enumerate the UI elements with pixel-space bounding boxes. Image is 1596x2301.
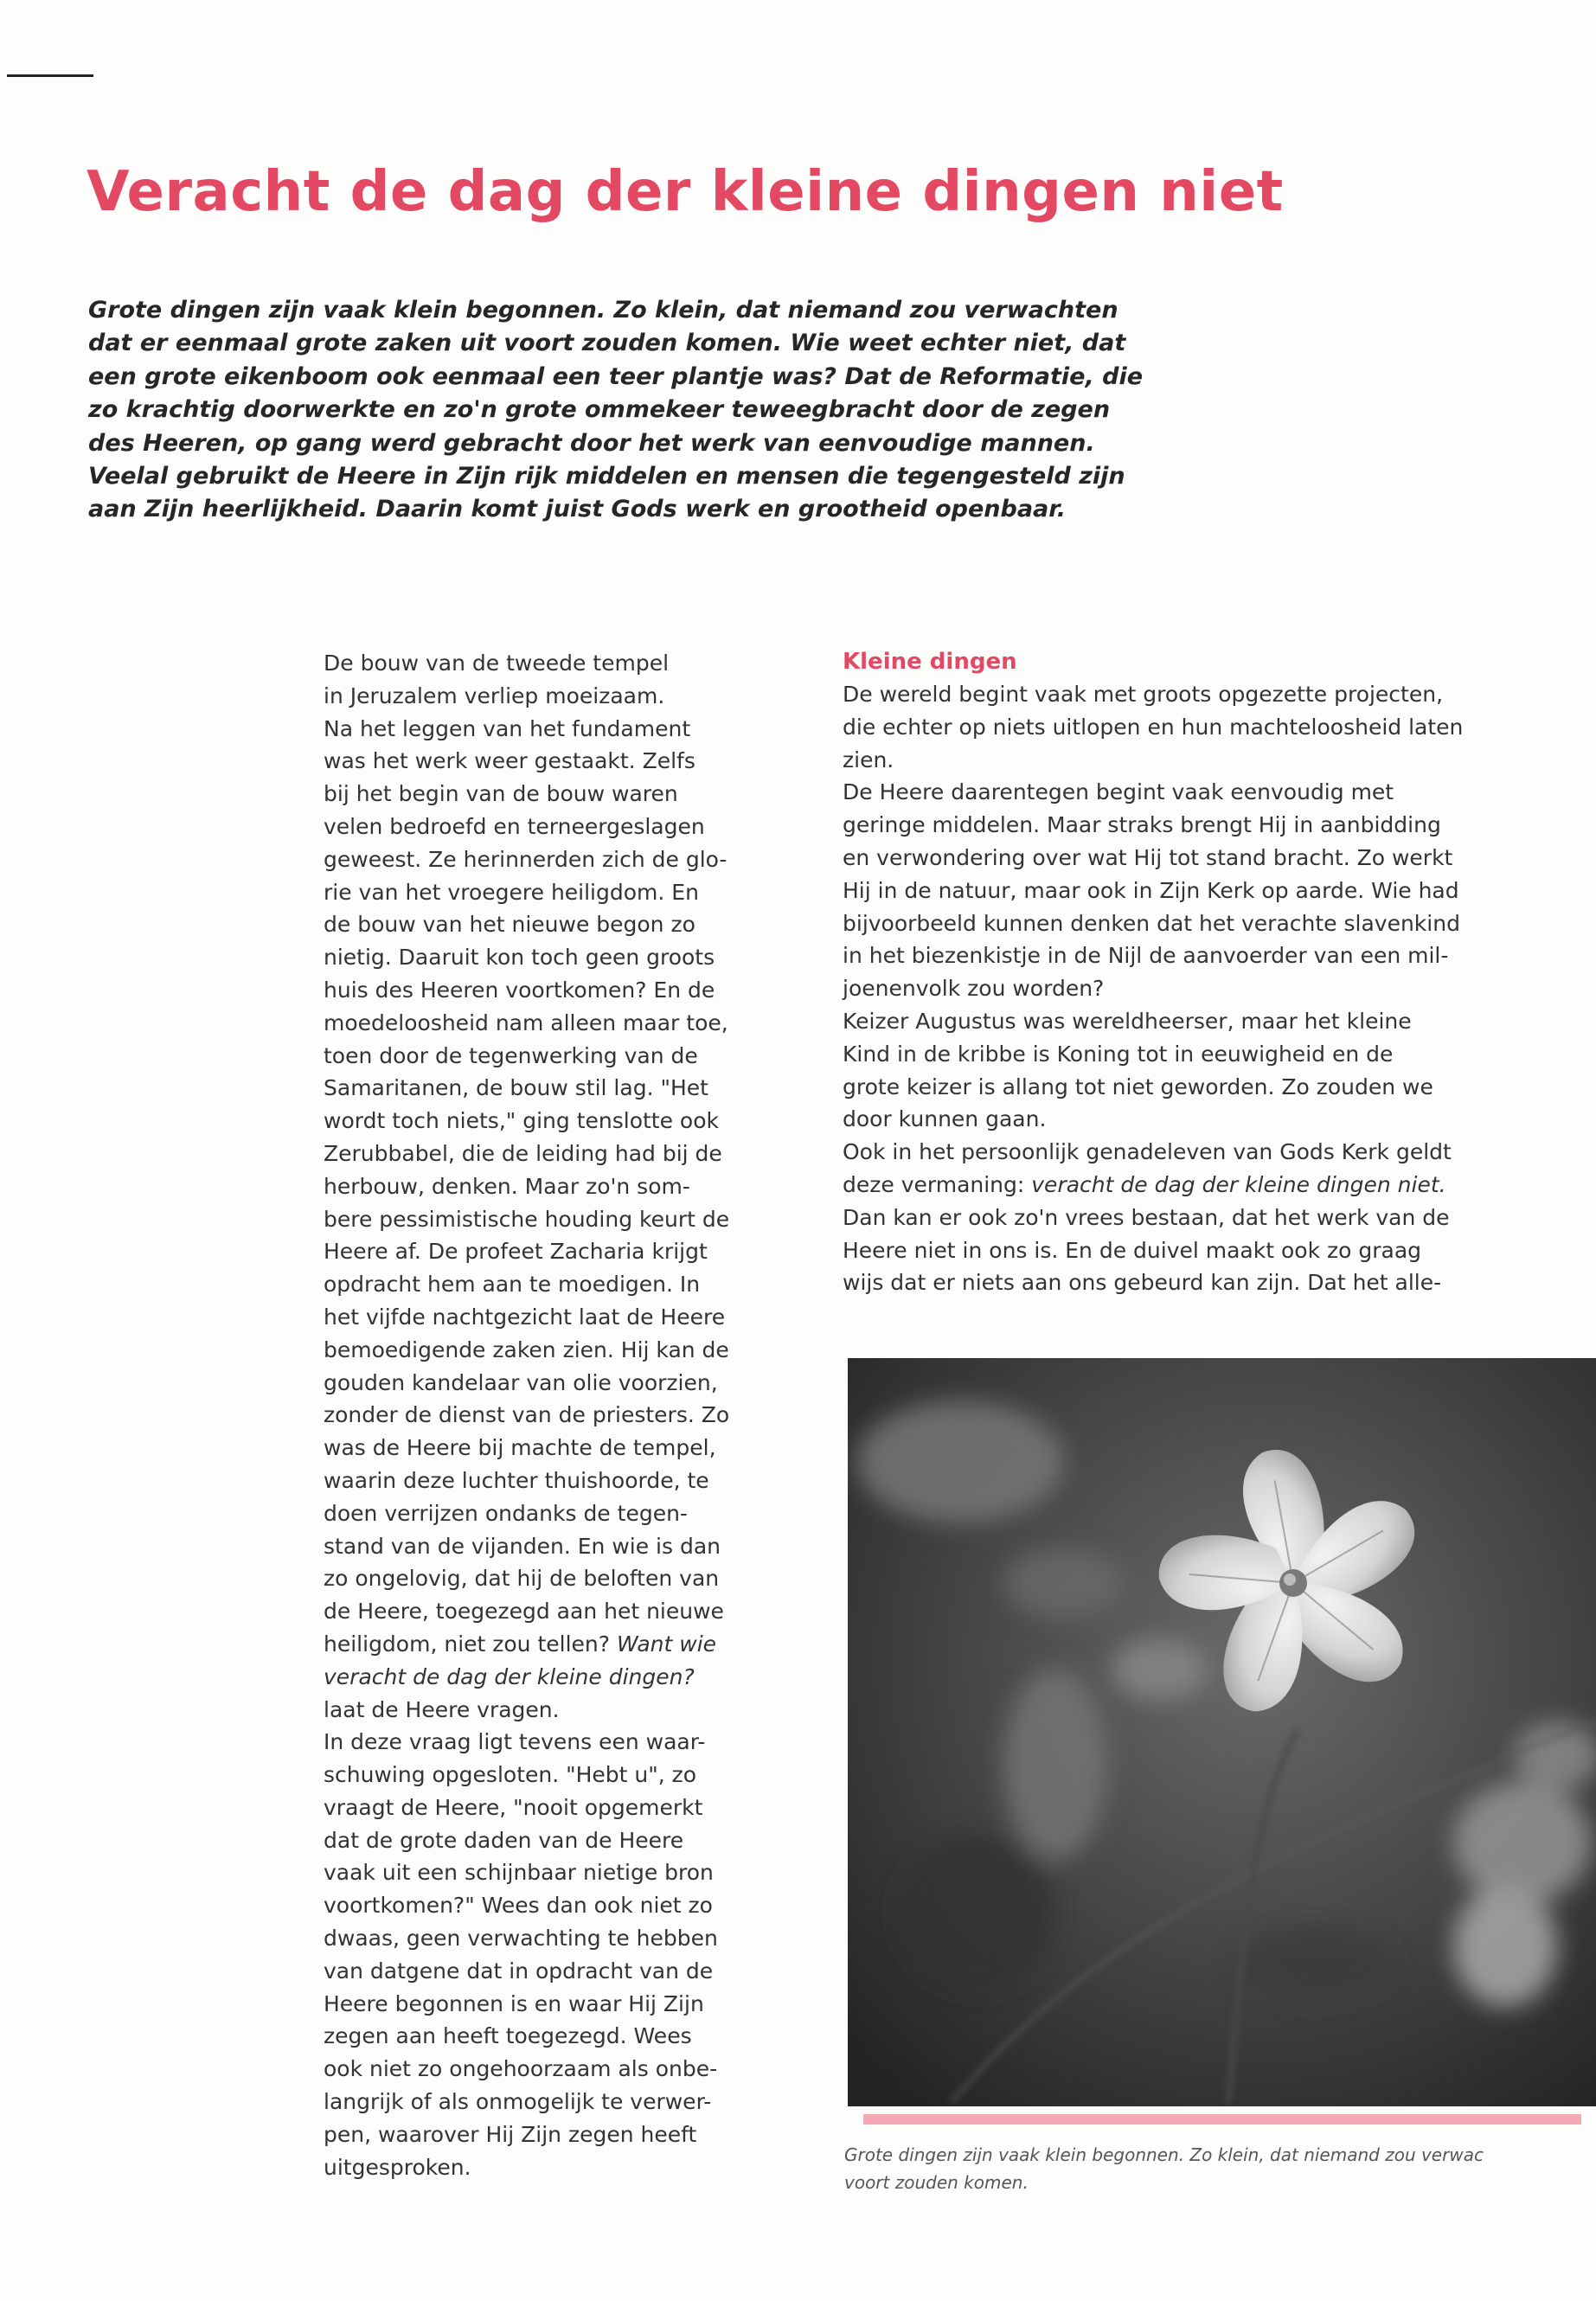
right-column-quote: veracht de dag der kleine dingen niet.: [1031, 1171, 1446, 1197]
right-column-part2: Dan kan er ook zo'n vrees bestaan, dat het werk van de Heere niet in ons is. En de duivel maakt ook zo graag wijs dat er niets aan ons gebeurd kan zijn. Dat het alle-: [843, 1204, 1450, 1296]
caption-accent-bar: [863, 2114, 1581, 2125]
photo-caption-line1: Grote dingen zijn vaak klein begonnen. Zo klein, dat niemand zou verwac: [844, 2144, 1484, 2165]
flower-photo-image: [848, 1358, 1596, 2106]
right-column: [843, 645, 1595, 1299]
right-column-part1: De wereld begint vaak met groots opgezette projecten, die echter op niets uitlopen en hun machteloosheid laten zien. De Heere daarentegen begint vaak eenvoudig met geringe middelen. Maar straks brengt Hij in aanbidding en verwondering over wat Hij tot stand bracht. Zo werkt Hij in de natuur, maar ook in Zijn Kerk op aarde. Wie had bijvoorbeeld kunnen denken dat het verachte slavenkind in het biezenkistje in de Nijl de aanvoerder van een mil- joenenvolk zou worden? Keizer Augustus was wereldheerser, maar het kleine Kind in de kribbe is Koning tot in eeuwigheid en de grote keizer is allang tot niet geworden. Zo zouden we door kunnen gaan. Ook in het persoonlijk genadeleven van Gods Kerk geldt deze vermaning:: [843, 682, 1464, 1197]
left-column-part1: De bouw van de tweede tempel in Jeruzalem verliep moeizaam. Na het leggen van het fundament was het werk weer gestaakt. Zelfs bij het begin van de bouw waren velen bedroefd en terneergeslagen geweest. Ze herinnerden zich de glo- rie van het vroegere heiligdom. En de bouw van het nieuwe begon zo nietig. Daaruit kon toch geen groots huis des Heeren voortkomen? En de moedeloosheid nam alleen maar toe, toen door de tegenwerking van de Samaritanen, de bouw stil lag. "Het wordt toch niets," ging tenslotte ook Zerubbabel, die de leiding had bij de herbouw, denken. Maar zo'n som- bere pessimistische houding keurt de Heere af. De profeet Zacharia krijgt opdracht hem aan te moedigen. In het vijfde nachtgezicht laat de Heere bemoedigende zaken zien. Hij kan de gouden kandelaar van olie voorzien, zonder de dienst van de priesters. Zo was de Heere bij machte de tempel, waarin deze luchter thuishoorde, te doen verrijzen ondanks de tegen- stand van de vijanden. En wie is dan zo ongelovig, dat hij de beloften van de Heere, toegezegd aan het nieuwe heiligdom, niet zou tellen?: [324, 651, 730, 1657]
section-heading-kleine-dingen: Kleine dingen: [843, 649, 1017, 675]
article-title: Veracht de dag der kleine dingen niet: [87, 160, 1284, 224]
flower-photo: [848, 1358, 1596, 2106]
left-column-quote: Want wie veracht de dag der kleine dingen?: [324, 1631, 717, 1689]
photo-caption-line2: voort zouden komen.: [844, 2172, 1029, 2193]
right-column-text: [843, 678, 1595, 1299]
photo-caption: [844, 2141, 1588, 2202]
top-rule: [7, 74, 93, 77]
left-column-text: [324, 647, 808, 2183]
article-intro: Grote dingen zijn vaak klein begonnen. Zo klein, dat niemand zou verwachten dat er eenmaal grote zaken uit voort zouden komen. Wie weet echter niet, dat een grote eikenboom ook eenmaal een teer plantje was? Dat de Reformatie, die zo krachtig doorwerkte en zo'n grote ommekeer teweegbracht door de zegen des Heeren, op gang werd gebracht door het werk van eenvoudige mannen. Veelal gebruikt de Heere in Zijn rijk middelen en mensen die tegengesteld zijn aan Zijn heerlijkheid. Daarin komt juist Gods werk en grootheid openbaar.: [88, 297, 1144, 523]
left-column-part2: laat de Heere vragen. In deze vraag ligt tevens een waar- schuwing opgesloten. "Hebt u", zo vraagt de Heere, "nooit opgemerkt dat de grote daden van de Heere vaak uit een schijnbaar nietige bron voortkomen?" Wees dan ook niet zo dwaas, geen verwachting te hebben van datgene dat in opdracht van de Heere begonnen is en waar Hij Zijn zegen aan heeft toegezegd. Wees ook niet zo ongehoorzaam als onbe- langrijk of als onmogelijk te verwer- pen, waarover Hij Zijn zegen heeft uitgesproken.: [324, 1696, 718, 2180]
